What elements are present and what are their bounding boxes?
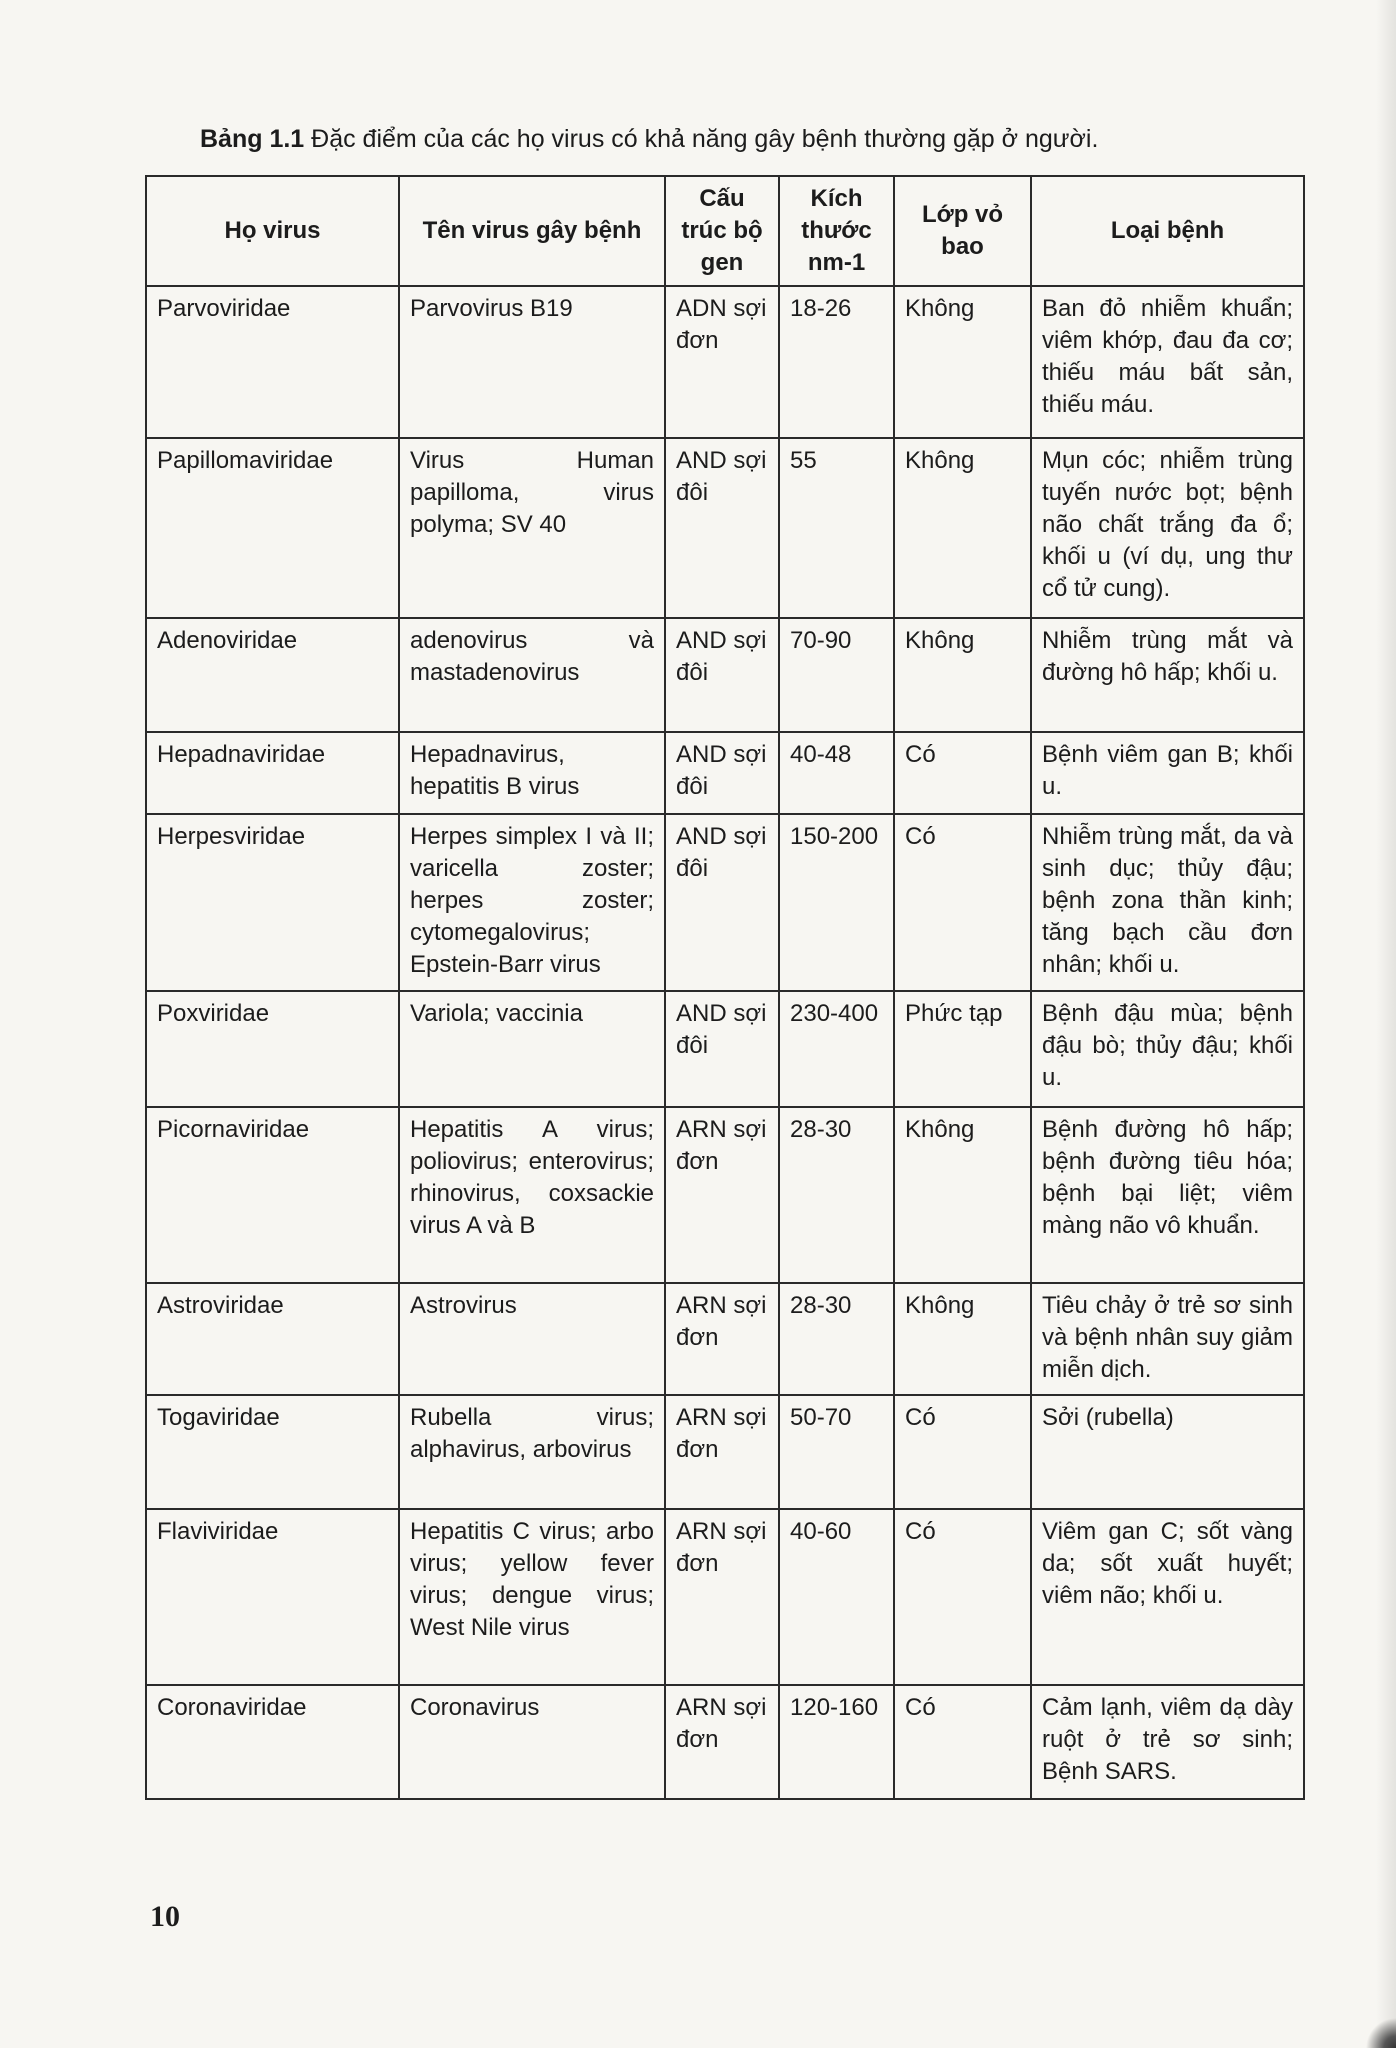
cell-family: Astroviridae — [146, 1283, 399, 1395]
cell-genome: ARN sợi đơn — [665, 1283, 779, 1395]
cell-envelope: Có — [894, 1509, 1031, 1685]
cell-virus-name: adenovirus và mastadenovirus — [399, 618, 665, 732]
cell-family: Papillomaviridae — [146, 438, 399, 618]
cell-virus-name: Hepatitis C virus; arbo virus; yellow fever virus; dengue virus; West Nile virus — [399, 1509, 665, 1685]
cell-size: 28-30 — [779, 1283, 894, 1395]
cell-size: 40-48 — [779, 732, 894, 814]
cell-virus-name: Herpes simplex I và II; varicella zoster; herpes zoster; cytomegalovirus; Epstein-Barr virus — [399, 814, 665, 991]
cell-virus-name: Rubella virus; alphavirus, arbovirus — [399, 1395, 665, 1509]
table-caption — [200, 122, 1300, 156]
header-disease: Loại bệnh — [1031, 176, 1304, 286]
cell-genome: AND sợi đôi — [665, 732, 779, 814]
header-family: Họ virus — [146, 176, 399, 286]
cell-size: 50-70 — [779, 1395, 894, 1509]
cell-envelope: Không — [894, 438, 1031, 618]
table-row — [146, 286, 1304, 438]
cell-disease: Ban đỏ nhiễm khuẩn; viêm khớp, đau đa cơ; thiếu máu bất sản, thiếu máu. — [1031, 286, 1304, 438]
header-envelope: Lớp vỏ bao — [894, 176, 1031, 286]
cell-virus-name: Astrovirus — [399, 1283, 665, 1395]
table-row — [146, 991, 1304, 1107]
cell-envelope: Không — [894, 1283, 1031, 1395]
cell-envelope: Có — [894, 1395, 1031, 1509]
table-row — [146, 1283, 1304, 1395]
cell-size: 18-26 — [779, 286, 894, 438]
caption-label: Bảng 1.1 — [200, 125, 305, 153]
header-genome: Cấu trúc bộ gen — [665, 176, 779, 286]
header-virus-name: Tên virus gây bệnh — [399, 176, 665, 286]
page-corner-shadow — [1356, 2008, 1396, 2048]
cell-virus-name: Variola; vaccinia — [399, 991, 665, 1107]
cell-virus-name: Hepadnavirus, hepatitis B virus — [399, 732, 665, 814]
cell-family: Adenoviridae — [146, 618, 399, 732]
cell-envelope: Có — [894, 1685, 1031, 1799]
cell-virus-name: Parvovirus B19 — [399, 286, 665, 438]
cell-envelope: Không — [894, 1107, 1031, 1283]
cell-genome: ADN sợi đơn — [665, 286, 779, 438]
table-row — [146, 1509, 1304, 1685]
caption-text: Đặc điểm của các họ virus có khả năng gây bệnh thường gặp ở người. — [304, 125, 1099, 153]
cell-family: Coronaviridae — [146, 1685, 399, 1799]
cell-disease: Bệnh đường hô hấp; bệnh đường tiêu hóa; bệnh bại liệt; viêm màng não vô khuẩn. — [1031, 1107, 1304, 1283]
cell-genome: AND sợi đôi — [665, 618, 779, 732]
cell-envelope: Có — [894, 814, 1031, 991]
cell-virus-name: Virus Human papilloma, virus polyma; SV 40 — [399, 438, 665, 618]
table-row — [146, 438, 1304, 618]
cell-family: Hepadnaviridae — [146, 732, 399, 814]
virus-families-table — [145, 175, 1305, 1800]
cell-disease: Viêm gan C; sốt vàng da; sốt xuất huyết; viêm não; khối u. — [1031, 1509, 1304, 1685]
cell-size: 150-200 — [779, 814, 894, 991]
cell-envelope: Không — [894, 286, 1031, 438]
cell-family: Herpesviridae — [146, 814, 399, 991]
cell-family: Poxviridae — [146, 991, 399, 1107]
table-header-row — [146, 176, 1304, 286]
cell-size: 70-90 — [779, 618, 894, 732]
cell-envelope: Phức tạp — [894, 991, 1031, 1107]
cell-disease: Nhiễm trùng mắt, da và sinh dục; thủy đậu; bệnh zona thần kinh; tăng bạch cầu đơn nhân; khối u. — [1031, 814, 1304, 991]
table-row — [146, 1107, 1304, 1283]
header-size: Kích thước nm-1 — [779, 176, 894, 286]
cell-genome: ARN sợi đơn — [665, 1395, 779, 1509]
cell-size: 120-160 — [779, 1685, 894, 1799]
cell-family: Parvoviridae — [146, 286, 399, 438]
page-edge-shadow — [1376, 0, 1396, 2048]
cell-envelope: Không — [894, 618, 1031, 732]
table-row — [146, 814, 1304, 991]
table-row — [146, 1395, 1304, 1509]
cell-family: Togaviridae — [146, 1395, 399, 1509]
cell-family: Picornaviridae — [146, 1107, 399, 1283]
cell-genome: ARN sợi đơn — [665, 1107, 779, 1283]
cell-size: 230-400 — [779, 991, 894, 1107]
cell-genome: ARN sợi đơn — [665, 1509, 779, 1685]
cell-disease: Tiêu chảy ở trẻ sơ sinh và bệnh nhân suy giảm miễn dịch. — [1031, 1283, 1304, 1395]
cell-size: 40-60 — [779, 1509, 894, 1685]
cell-size: 55 — [779, 438, 894, 618]
cell-disease: Sởi (rubella) — [1031, 1395, 1304, 1509]
cell-family: Flaviviridae — [146, 1509, 399, 1685]
cell-disease: Mụn cóc; nhiễm trùng tuyến nước bọt; bệnh não chất trắng đa ổ; khối u (ví dụ, ung thư cổ tử cung). — [1031, 438, 1304, 618]
cell-envelope: Có — [894, 732, 1031, 814]
cell-genome: ARN sợi đơn — [665, 1685, 779, 1799]
cell-genome: AND sợi đôi — [665, 438, 779, 618]
page-number: 10 — [150, 1900, 180, 1933]
cell-disease: Nhiễm trùng mắt và đường hô hấp; khối u. — [1031, 618, 1304, 732]
cell-size: 28-30 — [779, 1107, 894, 1283]
cell-virus-name: Coronavirus — [399, 1685, 665, 1799]
cell-genome: AND sợi đôi — [665, 991, 779, 1107]
table-row — [146, 1685, 1304, 1799]
cell-virus-name: Hepatitis A virus; poliovirus; enterovirus; rhinovirus, coxsackie virus A và B — [399, 1107, 665, 1283]
table-row — [146, 732, 1304, 814]
cell-disease: Bệnh đậu mùa; bệnh đậu bò; thủy đậu; khối u. — [1031, 991, 1304, 1107]
table-row — [146, 618, 1304, 732]
cell-disease: Cảm lạnh, viêm dạ dày ruột ở trẻ sơ sinh; Bệnh SARS. — [1031, 1685, 1304, 1799]
cell-disease: Bệnh viêm gan B; khối u. — [1031, 732, 1304, 814]
cell-genome: AND sợi đôi — [665, 814, 779, 991]
